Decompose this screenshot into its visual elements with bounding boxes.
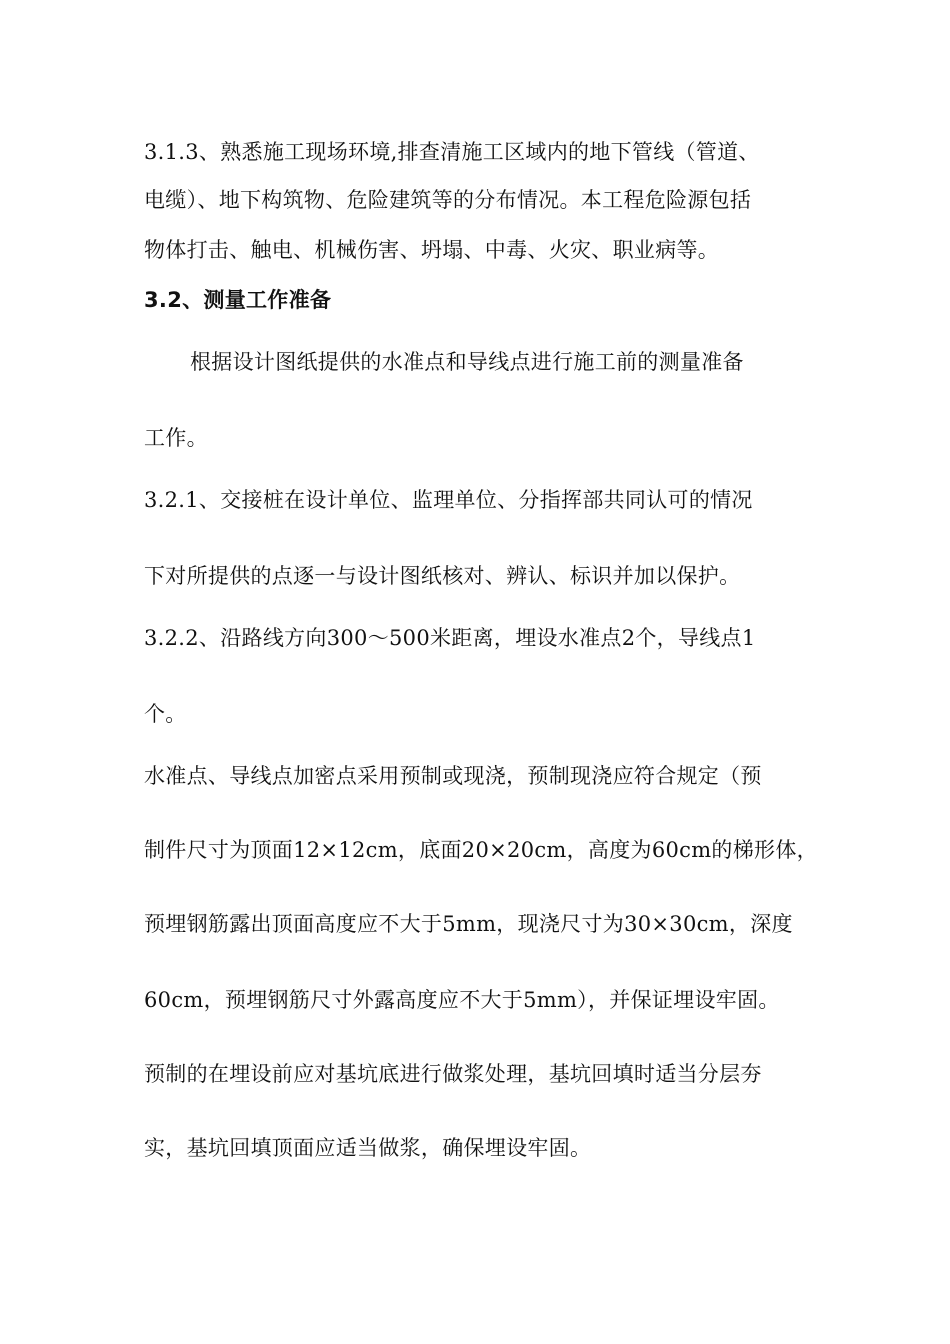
text-line-3: 物体打击、触电、机械伤害、坍塌、中毒、火灾、职业病等。 — [144, 238, 720, 262]
text-line-14: 60cm，预埋钢筋尺寸外露高度应不大于5mm），并保证埋设牢固。 — [144, 988, 780, 1012]
text-line-6: 工作。 — [144, 426, 208, 450]
section-heading-3-2: 3.2、测量工作准备 — [144, 288, 332, 312]
text-line-11: 水准点、导线点加密点采用预制或现浇，预制现浇应符合规定（预 — [144, 764, 762, 788]
text-line-12: 制件尺寸为顶面12×12cm，底面20×20cm，高度为60cm的梯形体， — [144, 838, 818, 862]
text-line-1: 3.1.3、熟悉施工现场环境,排查清施工区域内的地下管线（管道、 — [144, 140, 760, 164]
text-line-7: 3.2.1、交接桩在设计单位、监理单位、分指挥部共同认可的情况 — [144, 488, 753, 512]
text-line-2: 电缆）、地下构筑物、危险建筑等的分布情况。本工程危险源包括 — [144, 188, 752, 212]
text-line-15: 预制的在埋设前应对基坑底进行做浆处理，基坑回填时适当分层夯 — [144, 1062, 762, 1086]
text-line-16: 实，基坑回填顶面应适当做浆，确保埋设牢固。 — [144, 1136, 592, 1160]
text-line-10: 个。 — [144, 702, 187, 726]
text-line-13: 预埋钢筋露出顶面高度应不大于5mm，现浇尺寸为30×30cm，深度 — [144, 912, 793, 936]
text-line-5: 根据设计图纸提供的水准点和导线点进行施工前的测量准备 — [190, 350, 744, 374]
text-line-8: 下对所提供的点逐一与设计图纸核对、辨认、标识并加以保护。 — [144, 564, 741, 588]
text-line-9: 3.2.2、沿路线方向300～500米距离，埋设水准点2个，导线点1 — [144, 626, 756, 650]
